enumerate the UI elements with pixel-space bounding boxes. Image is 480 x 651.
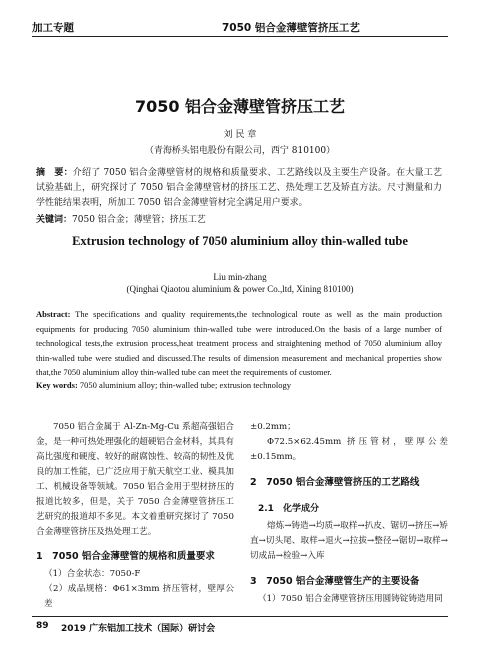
abstract-cn-text: 介绍了 7050 铝合金薄壁管材的规格和质量要求、工艺路线以及主要生产设备。在大量工艺试验基础上，研究探讨了 7050 铝合金薄壁管材的挤压工艺、热处理工艺及矫直方法。尺寸测量和力学性能结果表明，所加工 7050 铝合金薄壁管材完全满足用户要求。 <box>36 168 442 208</box>
keywords-cn-text: 7050 铝合金；薄壁管；挤压工艺 <box>72 215 206 225</box>
author-cn: 刘 民 章 <box>223 130 257 140</box>
list-item-equipment: （1）7050 铝合金薄壁管挤压用圆铸锭铸造用同 <box>258 594 443 604</box>
keywords-en-text: 7050 aluminium alloy; thin-walled tube; extrusion technology <box>77 380 291 390</box>
header-running-title: 7050 铝合金薄壁管挤压工艺 <box>222 22 360 34</box>
list-item-alloy-state: （1）合金状态：7050-F <box>44 569 141 579</box>
keywords-cn <box>36 212 442 225</box>
paper-title-en: Extrusion technology of 7050 aluminium alloy thin-walled tube <box>72 234 408 248</box>
spec-second-tube: Φ72.5×62.45mm 挤压管材，壁厚公差 ±0.15mm。 <box>250 437 448 462</box>
abstract-cn <box>36 166 442 211</box>
author-en: Liu min-zhang <box>213 272 267 282</box>
section-2-heading: 2 7050 铝合金薄壁管挤压的工艺路线 <box>250 477 420 488</box>
abstract-en <box>36 307 442 380</box>
running-header <box>32 18 448 34</box>
section-1-heading: 1 7050 铝合金薄壁管的规格和质量要求 <box>36 551 215 562</box>
intro-paragraph: 7050 铝合金属于 Al-Zn-Mg-Cu 系超高强铝合金，是一种可热处理强化的超硬铝合金材料，其具有高比强度和硬度、较好的耐腐蚀性、较高的韧性及优良的加工性能，已广泛应用于航天航空工业、模具加工、机械设备等领域。7050 铝合金用于型材挤压的报道比较多，但是，关于 7050 合金薄壁管挤压工艺研究的报道却不多见。本文着重研究探讨了 7050 合金薄壁管挤压及热处理工艺。 <box>36 422 234 537</box>
affiliation-cn: （青海桥头铝电股份有限公司，西宁 810100） <box>144 146 336 156</box>
process-route: 熔炼→铸造→均质→取样→扒皮、锯切→挤压→矫直→切头尾、取样→退火→拉拔→整径→锯切→取样→切成品→检验→入库 <box>250 521 448 561</box>
body-column-left <box>36 420 234 612</box>
spec-continuation: ±0.2mm； <box>250 422 296 432</box>
footer-rule <box>32 616 448 617</box>
section-2-1-heading: 2.1 化学成分 <box>258 504 319 514</box>
section-3-heading: 3 7050 铝合金薄壁管生产的主要设备 <box>250 576 420 587</box>
abstract-en-text: The specifications and quality requirements,the technological route as well as the main production equipments for producing 7050 aluminium thin-walled tube were introduced.On the basis of a large number of technological tests,the extrusion process,heat treatment process and straightening method of 7050 aluminium alloy thin-walled tube were studied and discussed.The results of dimension measurement and mechanical properties show that,the 7050 aluminium alloy thin-walled tube can meet the requirements of customer. <box>36 309 442 378</box>
keywords-en <box>36 380 442 390</box>
abstract-en-label: Abstract: <box>36 309 71 319</box>
paper-title-cn: 7050 铝合金薄壁管挤压工艺 <box>134 97 346 116</box>
header-section: 加工专题 <box>32 22 74 34</box>
keywords-cn-label: 关键词： <box>36 215 73 225</box>
header-rule <box>32 36 448 37</box>
conference-name: 2019 广东铝加工技术（国际）研讨会 <box>61 624 216 634</box>
abstract-cn-label: 摘 要： <box>36 168 73 178</box>
body-column-right <box>250 420 448 607</box>
page-number: 89 <box>36 621 49 631</box>
keywords-en-label: Key words: <box>36 380 78 390</box>
page-footer <box>36 621 448 635</box>
affiliation-en: (Qinghai Qiaotou aluminium & power Co.,ltd, Xining 810100) <box>126 284 354 294</box>
list-item-product-spec: （2）成品规格：Φ61×3mm 挤压管材，壁厚公差 <box>44 584 234 609</box>
